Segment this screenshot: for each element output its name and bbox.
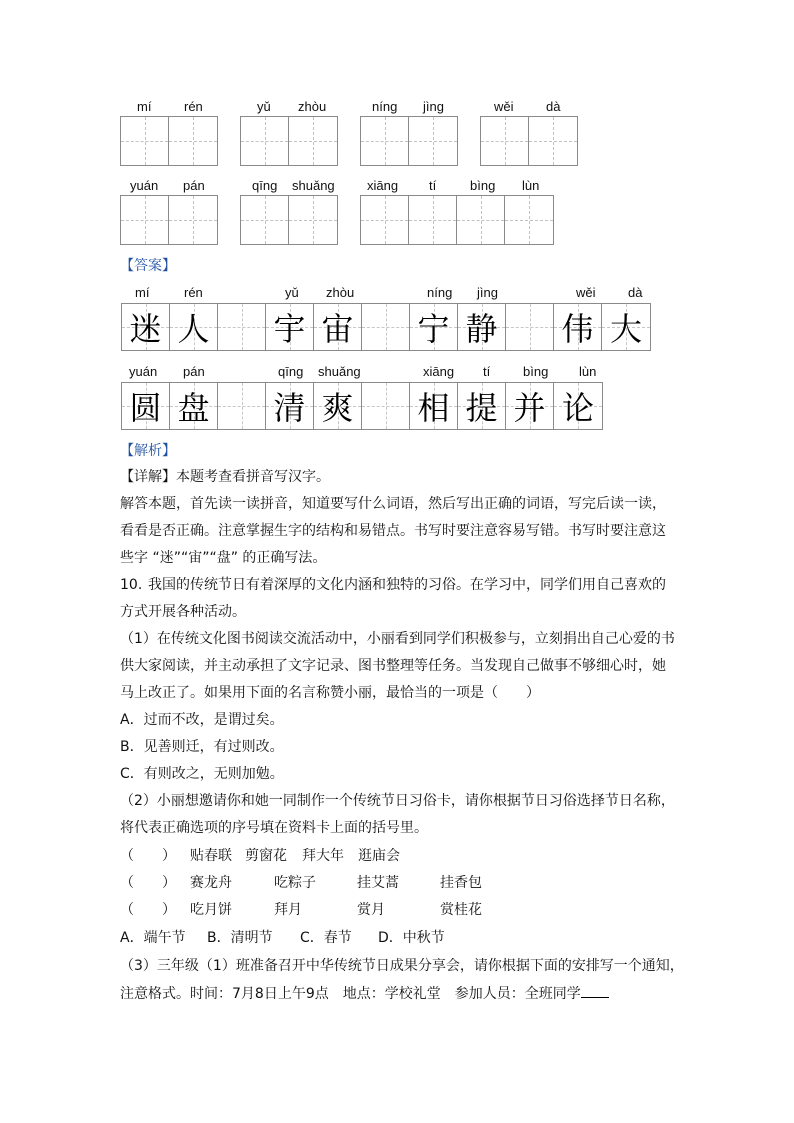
custom-item: 赏月 <box>357 902 385 918</box>
writing-grid[interactable] <box>240 195 338 245</box>
question-stem: 方式开展各种活动。 <box>120 604 246 620</box>
answer-cell <box>218 383 266 429</box>
pinyin: mí <box>137 99 152 114</box>
answer-char: 相 <box>417 389 450 427</box>
answer-grid <box>121 303 651 351</box>
custom-item: 逛庙会 <box>358 848 400 864</box>
answer-char: 论 <box>561 389 594 427</box>
pinyin: yuán <box>130 178 159 193</box>
answer-char: 宙 <box>321 310 354 348</box>
option-b[interactable]: B．见善则迁，有过则改。 <box>120 739 284 755</box>
answer-cell <box>314 304 362 350</box>
writing-cell[interactable] <box>121 196 169 244</box>
pinyin: rén <box>184 99 203 114</box>
pinyin: wěi <box>494 99 514 114</box>
pinyin: mí <box>135 285 150 300</box>
answer-cell <box>218 304 266 350</box>
answer-label: 【答案】 <box>120 258 176 274</box>
pinyin: bìng <box>523 364 549 379</box>
answer-cell <box>122 383 170 429</box>
writing-grid[interactable] <box>360 116 458 166</box>
pinyin: pán <box>183 364 205 379</box>
subquestion-1: 供大家阅读，并主动承担了文字记录、图书整理等任务。当发现自己做事不够细心时，她 <box>120 658 666 674</box>
pinyin: tí <box>429 178 437 193</box>
answer-cell <box>506 304 554 350</box>
writing-cell[interactable] <box>409 117 457 165</box>
answer-cell <box>554 304 602 350</box>
answer-cell <box>602 304 650 350</box>
pinyin: shuǎng <box>292 178 335 193</box>
answer-char: 清 <box>273 389 306 427</box>
answer-grid <box>121 382 603 430</box>
writing-cell[interactable] <box>505 196 553 244</box>
pinyin: jìng <box>423 99 444 114</box>
answer-blank[interactable] <box>581 983 609 998</box>
question-stem: 我国的传统节日有着深厚的文化内涵和独特的习俗。在学习中，同学们用自己喜欢的 <box>148 577 666 593</box>
analysis-paragraph: 些字 “迷”“宙”“盘” 的正确写法。 <box>120 550 327 566</box>
writing-cell[interactable] <box>169 196 217 244</box>
writing-grid[interactable] <box>360 195 554 245</box>
pinyin: qīng <box>252 178 278 193</box>
writing-cell[interactable] <box>457 196 505 244</box>
answer-cell <box>122 304 170 350</box>
subquestion-2: （2）小丽想邀请你和她一同制作一个传统节日习俗卡，请你根据节日习俗选择节日名称， <box>120 793 675 809</box>
answer-cell <box>458 304 506 350</box>
analysis-detail: 【详解】本题考查看拼音写汉字。 <box>120 469 330 485</box>
pinyin: xiāng <box>423 364 455 379</box>
pinyin: tí <box>483 364 491 379</box>
writing-cell[interactable] <box>529 117 577 165</box>
subquestion-1: 马上改正了。如果用下面的名言称赞小丽，最恰当的一项是（ ） <box>120 685 540 701</box>
answer-char: 圆 <box>129 389 162 427</box>
writing-cell[interactable] <box>241 117 289 165</box>
custom-item: 贴春联 <box>190 848 232 864</box>
writing-grid[interactable] <box>240 116 338 166</box>
writing-grid[interactable] <box>480 116 578 166</box>
answer-char: 伟 <box>561 310 594 348</box>
answer-cell <box>410 383 458 429</box>
pinyin: pán <box>183 178 205 193</box>
pinyin: shuǎng <box>318 364 361 379</box>
pinyin: yǔ <box>257 99 271 114</box>
answer-char: 盘 <box>177 389 210 427</box>
answer-cell <box>170 304 218 350</box>
pinyin: níng <box>427 285 453 300</box>
answer-paren[interactable]: （ ） <box>120 902 176 918</box>
answer-char: 提 <box>465 389 498 427</box>
answer-cell <box>314 383 362 429</box>
answer-char: 迷 <box>129 310 162 348</box>
custom-item: 拜大年 <box>302 848 344 864</box>
option-a[interactable]: A．过而不改，是谓过矣。 <box>120 712 284 728</box>
pinyin: wěi <box>576 285 596 300</box>
answer-char: 人 <box>177 310 210 348</box>
answer-cell <box>506 383 554 429</box>
answer-cell <box>362 304 410 350</box>
writing-grid[interactable] <box>120 116 218 166</box>
answer-cell <box>266 304 314 350</box>
answer-cell <box>554 383 602 429</box>
answer-cell <box>266 383 314 429</box>
pinyin: zhòu <box>298 99 327 114</box>
pinyin: níng <box>372 99 398 114</box>
subquestion-3: （3）三年级（1）班准备召开中华传统节日成果分享会，请你根据下面的安排写一个通知， <box>120 958 684 974</box>
custom-item: 挂香包 <box>440 875 482 891</box>
writing-cell[interactable] <box>289 196 337 244</box>
answer-cell <box>410 304 458 350</box>
writing-grid[interactable] <box>120 195 218 245</box>
subquestion-1: （1）在传统文化图书阅读交流活动中，小丽看到同学们积极参与，立刻捐出自己心爱的书 <box>120 631 675 647</box>
writing-cell[interactable] <box>289 117 337 165</box>
festival-option[interactable]: A．端午节 <box>120 930 186 946</box>
answer-paren[interactable]: （ ） <box>120 875 176 891</box>
custom-item: 赏桂花 <box>440 902 482 918</box>
pinyin: dà <box>628 285 643 300</box>
pinyin: lùn <box>522 178 540 193</box>
custom-item: 挂艾蒿 <box>357 875 399 891</box>
question-number: 10. <box>120 577 143 593</box>
custom-item: 剪窗花 <box>245 848 287 864</box>
subquestion-2: 将代表正确选项的序号填在资料卡上面的括号里。 <box>120 820 428 836</box>
answer-char: 静 <box>465 310 498 348</box>
pinyin: yuán <box>129 364 158 379</box>
custom-item: 吃月饼 <box>190 902 232 918</box>
analysis-paragraph: 看看是否正确。注意掌握生字的结构和易错点。书写时要注意容易写错。书写时要注意这 <box>120 523 666 539</box>
pinyin: rén <box>184 285 203 300</box>
writing-cell[interactable] <box>361 117 409 165</box>
pinyin: zhòu <box>326 285 355 300</box>
analysis-paragraph: 解答本题，首先读一读拼音，知道要写什么词语，然后写出正确的词语，写完后读一读， <box>120 496 666 512</box>
analysis-label: 【解析】 <box>120 443 176 459</box>
option-c[interactable]: C．有则改之，无则加勉。 <box>120 766 284 782</box>
custom-item: 吃粽子 <box>274 875 316 891</box>
writing-cell[interactable] <box>481 117 529 165</box>
answer-char: 大 <box>609 310 642 348</box>
writing-cell[interactable] <box>361 196 409 244</box>
answer-char: 并 <box>513 389 546 427</box>
pinyin: xiāng <box>367 178 399 193</box>
answer-char: 宇 <box>273 310 306 348</box>
subquestion-3 <box>120 983 609 1004</box>
pinyin: jìng <box>477 285 498 300</box>
subquestion-3-text: 注意格式。时间：7月8日上午9点 地点：学校礼堂 参加人员：全班同学 <box>120 986 581 1002</box>
pinyin: yǔ <box>285 285 299 300</box>
answer-cell <box>170 383 218 429</box>
answer-cell <box>458 383 506 429</box>
pinyin: dà <box>546 99 561 114</box>
writing-cell[interactable] <box>121 117 169 165</box>
answer-paren[interactable]: （ ） <box>120 848 176 864</box>
writing-cell[interactable] <box>169 117 217 165</box>
pinyin: lùn <box>579 364 597 379</box>
festival-option[interactable]: B．清明节 <box>207 930 273 946</box>
pinyin: bìng <box>470 178 496 193</box>
festival-option[interactable]: D．中秋节 <box>378 930 445 946</box>
writing-cell[interactable] <box>409 196 457 244</box>
answer-cell <box>362 383 410 429</box>
writing-cell[interactable] <box>241 196 289 244</box>
pinyin: qīng <box>278 364 304 379</box>
custom-item: 赛龙舟 <box>190 875 232 891</box>
answer-char: 宁 <box>417 310 450 348</box>
festival-option[interactable]: C．春节 <box>300 930 352 946</box>
custom-item: 拜月 <box>274 902 302 918</box>
answer-char: 爽 <box>321 389 354 427</box>
